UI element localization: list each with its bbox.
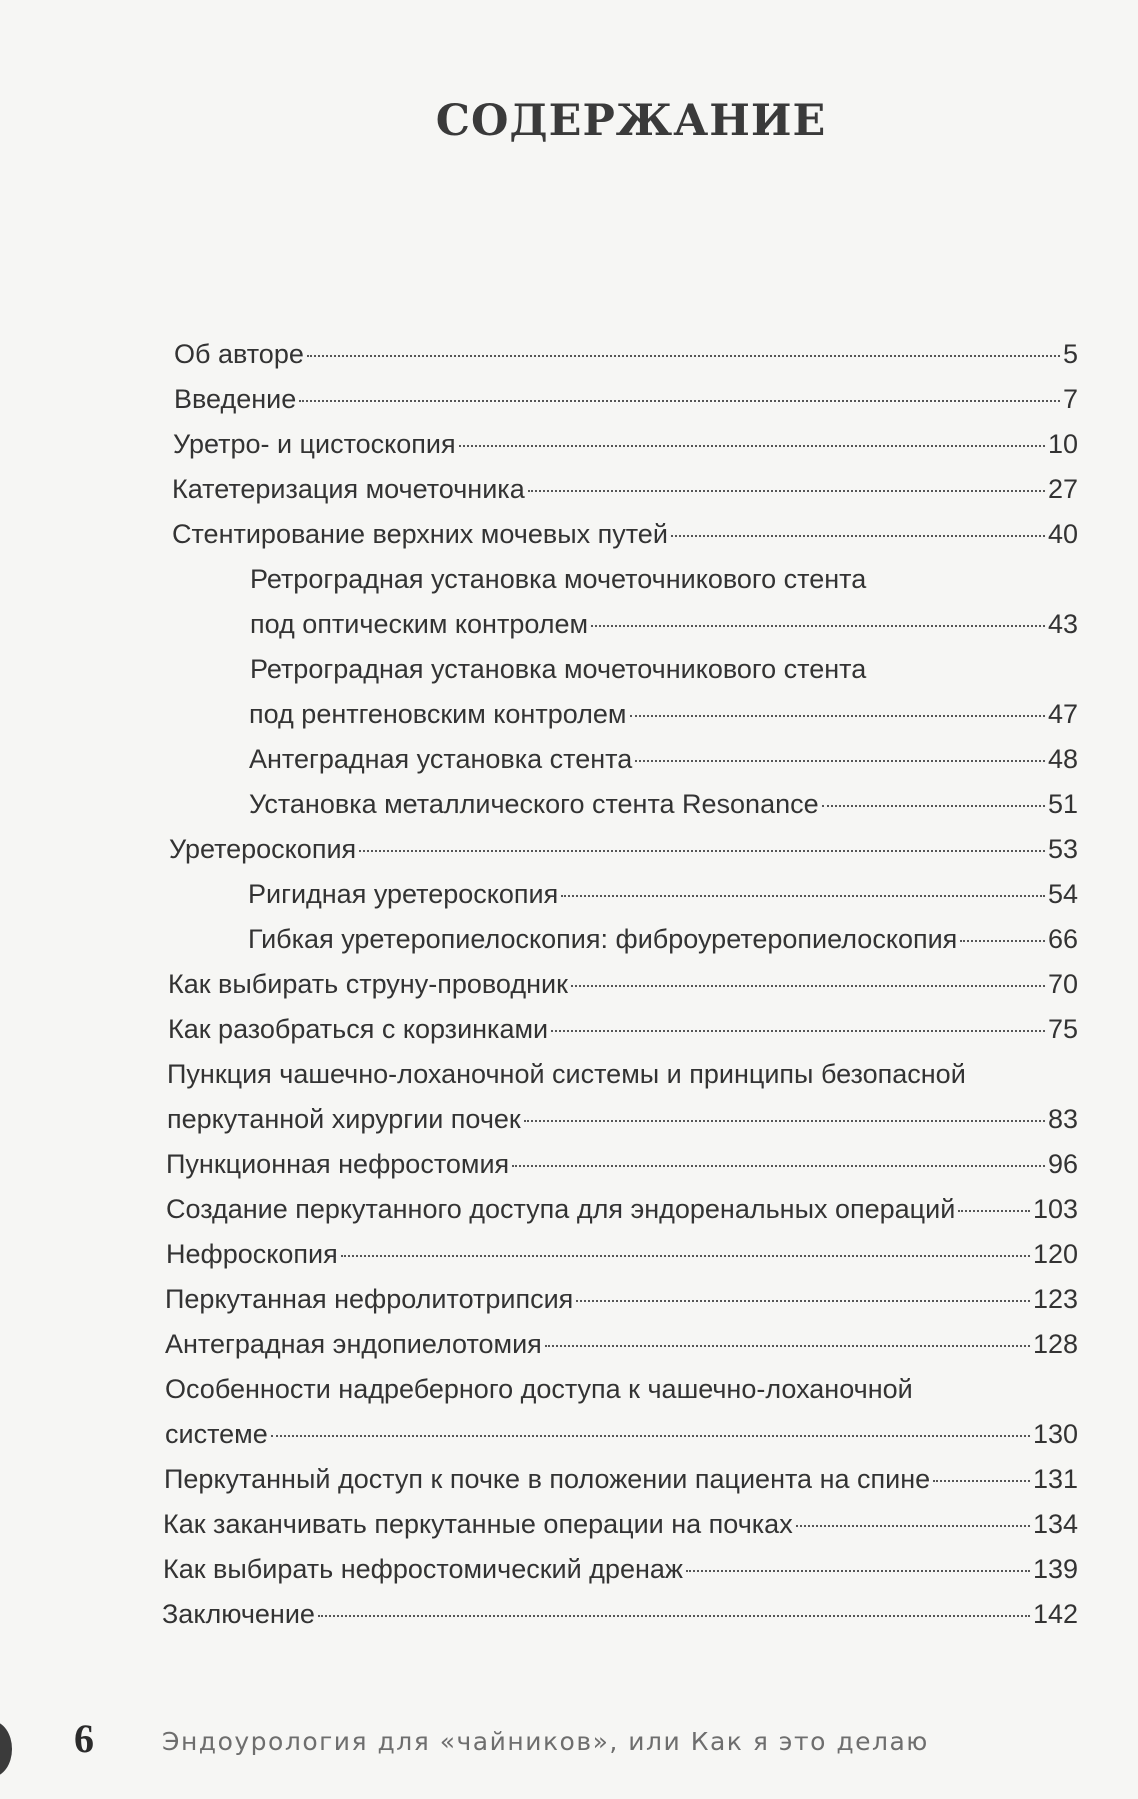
toc-entry: [0, 377, 1138, 422]
dot-leader: [551, 1030, 1045, 1032]
dot-leader: [960, 940, 1045, 942]
dot-leader: [528, 490, 1045, 492]
dot-leader: [571, 985, 1045, 987]
toc-entry-page: 51: [1047, 789, 1078, 819]
toc-entry-page: 47: [1047, 699, 1078, 729]
toc-entry-page: 75: [1047, 1014, 1078, 1044]
dot-leader: [958, 1210, 1030, 1212]
toc-entry: [0, 872, 1138, 917]
toc-entry-page: 103: [1032, 1194, 1078, 1224]
dot-leader: [822, 805, 1045, 807]
dot-leader: [459, 445, 1045, 447]
toc-entry-title: под рентгеновским контролем: [249, 699, 627, 729]
toc-entry: [0, 467, 1138, 512]
running-title: Эндоурология для «чайников», или Как я это делаю: [162, 1727, 929, 1756]
toc-entry-title: Стентирование верхних мочевых путей: [172, 519, 668, 549]
toc-entry: [0, 557, 1138, 602]
toc-entry-page: 5: [1062, 339, 1078, 369]
toc-entry-title: Уретероскопия: [169, 834, 357, 864]
toc-entry-page: 53: [1047, 834, 1078, 864]
dot-leader: [359, 850, 1045, 852]
toc-entry: [0, 647, 1138, 692]
toc-entry-title: Пункционная нефростомия: [166, 1149, 510, 1179]
dot-leader: [796, 1525, 1030, 1527]
dot-leader: [933, 1480, 1030, 1482]
dot-leader: [630, 715, 1045, 717]
toc-entry-page: 43: [1047, 609, 1078, 639]
toc-entry-title: Гибкая уретеропиелоскопия: фиброуретеропиелоскопия: [248, 924, 958, 954]
dot-leader: [341, 1255, 1030, 1257]
toc-entry-page: 10: [1047, 429, 1078, 459]
toc-entry-title: Нефроскопия: [166, 1239, 338, 1269]
toc-entry: [0, 422, 1138, 467]
toc-entry: [0, 1187, 1138, 1232]
toc-entry-title: Уретро- и цистоскопия: [173, 429, 456, 459]
dot-leader: [307, 355, 1060, 357]
dot-leader: [524, 1120, 1045, 1122]
toc-entry-title: Антеградная эндопиелотомия: [165, 1329, 542, 1359]
dot-leader: [686, 1570, 1030, 1572]
toc-entry: [0, 1592, 1138, 1637]
toc-entry-title: Как разобраться с корзинками: [168, 1014, 549, 1044]
toc-entry-title: Установка металлического стента Resonance: [249, 789, 819, 819]
table-of-contents: [0, 332, 1138, 1637]
page-footer: [0, 1715, 1138, 1775]
page-title: СОДЕРЖАНИЕ: [435, 96, 827, 146]
toc-entry-title: Особенности надреберного доступа к чашечно-лоханочной: [165, 1374, 913, 1404]
toc-entry-title: Заключение: [162, 1599, 315, 1629]
toc-entry: [0, 512, 1138, 557]
dot-leader: [545, 1345, 1030, 1347]
toc-entry-page: 66: [1047, 924, 1078, 954]
toc-entry: [0, 1412, 1138, 1457]
toc-entry: [0, 1007, 1138, 1052]
toc-entry: [0, 1052, 1138, 1097]
toc-entry: [0, 692, 1138, 737]
toc-entry-title: Как заканчивать перкутанные операции на почках: [163, 1509, 793, 1539]
toc-entry: [0, 962, 1138, 1007]
toc-entry: [0, 602, 1138, 647]
toc-entry-title: Ретроградная установка мочеточникового стента: [250, 654, 867, 684]
dot-leader: [561, 895, 1045, 897]
toc-entry-title: Об авторе: [174, 339, 304, 369]
toc-entry: [0, 1232, 1138, 1277]
toc-entry-page: 142: [1032, 1599, 1078, 1629]
toc-entry-title: Как выбирать струну-проводник: [168, 969, 568, 999]
toc-entry: [0, 737, 1138, 782]
toc-entry-title: Ригидная уретероскопия: [248, 879, 559, 909]
dot-leader: [318, 1615, 1030, 1617]
toc-entry-title: Пункция чашечно-лоханочной системы и принципы безопасной: [167, 1059, 966, 1089]
toc-entry-page: 131: [1032, 1464, 1078, 1494]
dot-leader: [271, 1435, 1030, 1437]
toc-entry: [0, 917, 1138, 962]
toc-entry-page: 40: [1047, 519, 1078, 549]
dot-leader: [576, 1300, 1030, 1302]
toc-entry-title: системе: [165, 1419, 268, 1449]
page-edge-mark: [0, 1721, 12, 1777]
toc-entry-title: перкутанной хирургии почек: [167, 1104, 521, 1134]
toc-entry-page: 7: [1062, 384, 1078, 414]
toc-entry-page: 134: [1032, 1509, 1078, 1539]
toc-entry-title: Антеградная установка стента: [249, 744, 633, 774]
toc-entry-title: Как выбирать нефростомический дренаж: [163, 1554, 683, 1584]
toc-entry-title: Ретроградная установка мочеточникового стента: [250, 564, 867, 594]
toc-entry-page: 96: [1047, 1149, 1078, 1179]
toc-entry-page: 83: [1047, 1104, 1078, 1134]
page-number: 6: [74, 1716, 94, 1761]
toc-entry-title: Введение: [174, 384, 297, 414]
toc-entry: [0, 1367, 1138, 1412]
toc-entry-page: 130: [1032, 1419, 1078, 1449]
toc-entry-page: 123: [1032, 1284, 1078, 1314]
dot-leader: [591, 625, 1045, 627]
dot-leader: [512, 1165, 1045, 1167]
toc-entry-title: Перкутанная нефролитотрипсия: [165, 1284, 574, 1314]
toc-entry-title: Катетеризация мочеточника: [172, 474, 525, 504]
toc-entry: [0, 827, 1138, 872]
toc-entry-page: 120: [1032, 1239, 1078, 1269]
toc-entry-page: 27: [1047, 474, 1078, 504]
toc-entry-title: Создание перкутанного доступа для эндоренальных операций: [166, 1194, 956, 1224]
toc-entry: [0, 1547, 1138, 1592]
dot-leader: [299, 400, 1060, 402]
toc-entry-page: 139: [1032, 1554, 1078, 1584]
toc-entry-page: 54: [1047, 879, 1078, 909]
toc-entry: [0, 1457, 1138, 1502]
toc-entry: [0, 1502, 1138, 1547]
toc-entry-title: под оптическим контролем: [250, 609, 589, 639]
toc-entry: [0, 1142, 1138, 1187]
dot-leader: [635, 760, 1045, 762]
toc-entry: [0, 1277, 1138, 1322]
toc-entry-title: Перкутанный доступ к почке в положении пациента на спине: [164, 1464, 931, 1494]
dot-leader: [671, 535, 1045, 537]
toc-entry-page: 48: [1047, 744, 1078, 774]
toc-entry: [0, 332, 1138, 377]
toc-entry-page: 128: [1032, 1329, 1078, 1359]
toc-entry: [0, 782, 1138, 827]
toc-entry-page: 70: [1047, 969, 1078, 999]
toc-entry: [0, 1322, 1138, 1367]
toc-entry: [0, 1097, 1138, 1142]
